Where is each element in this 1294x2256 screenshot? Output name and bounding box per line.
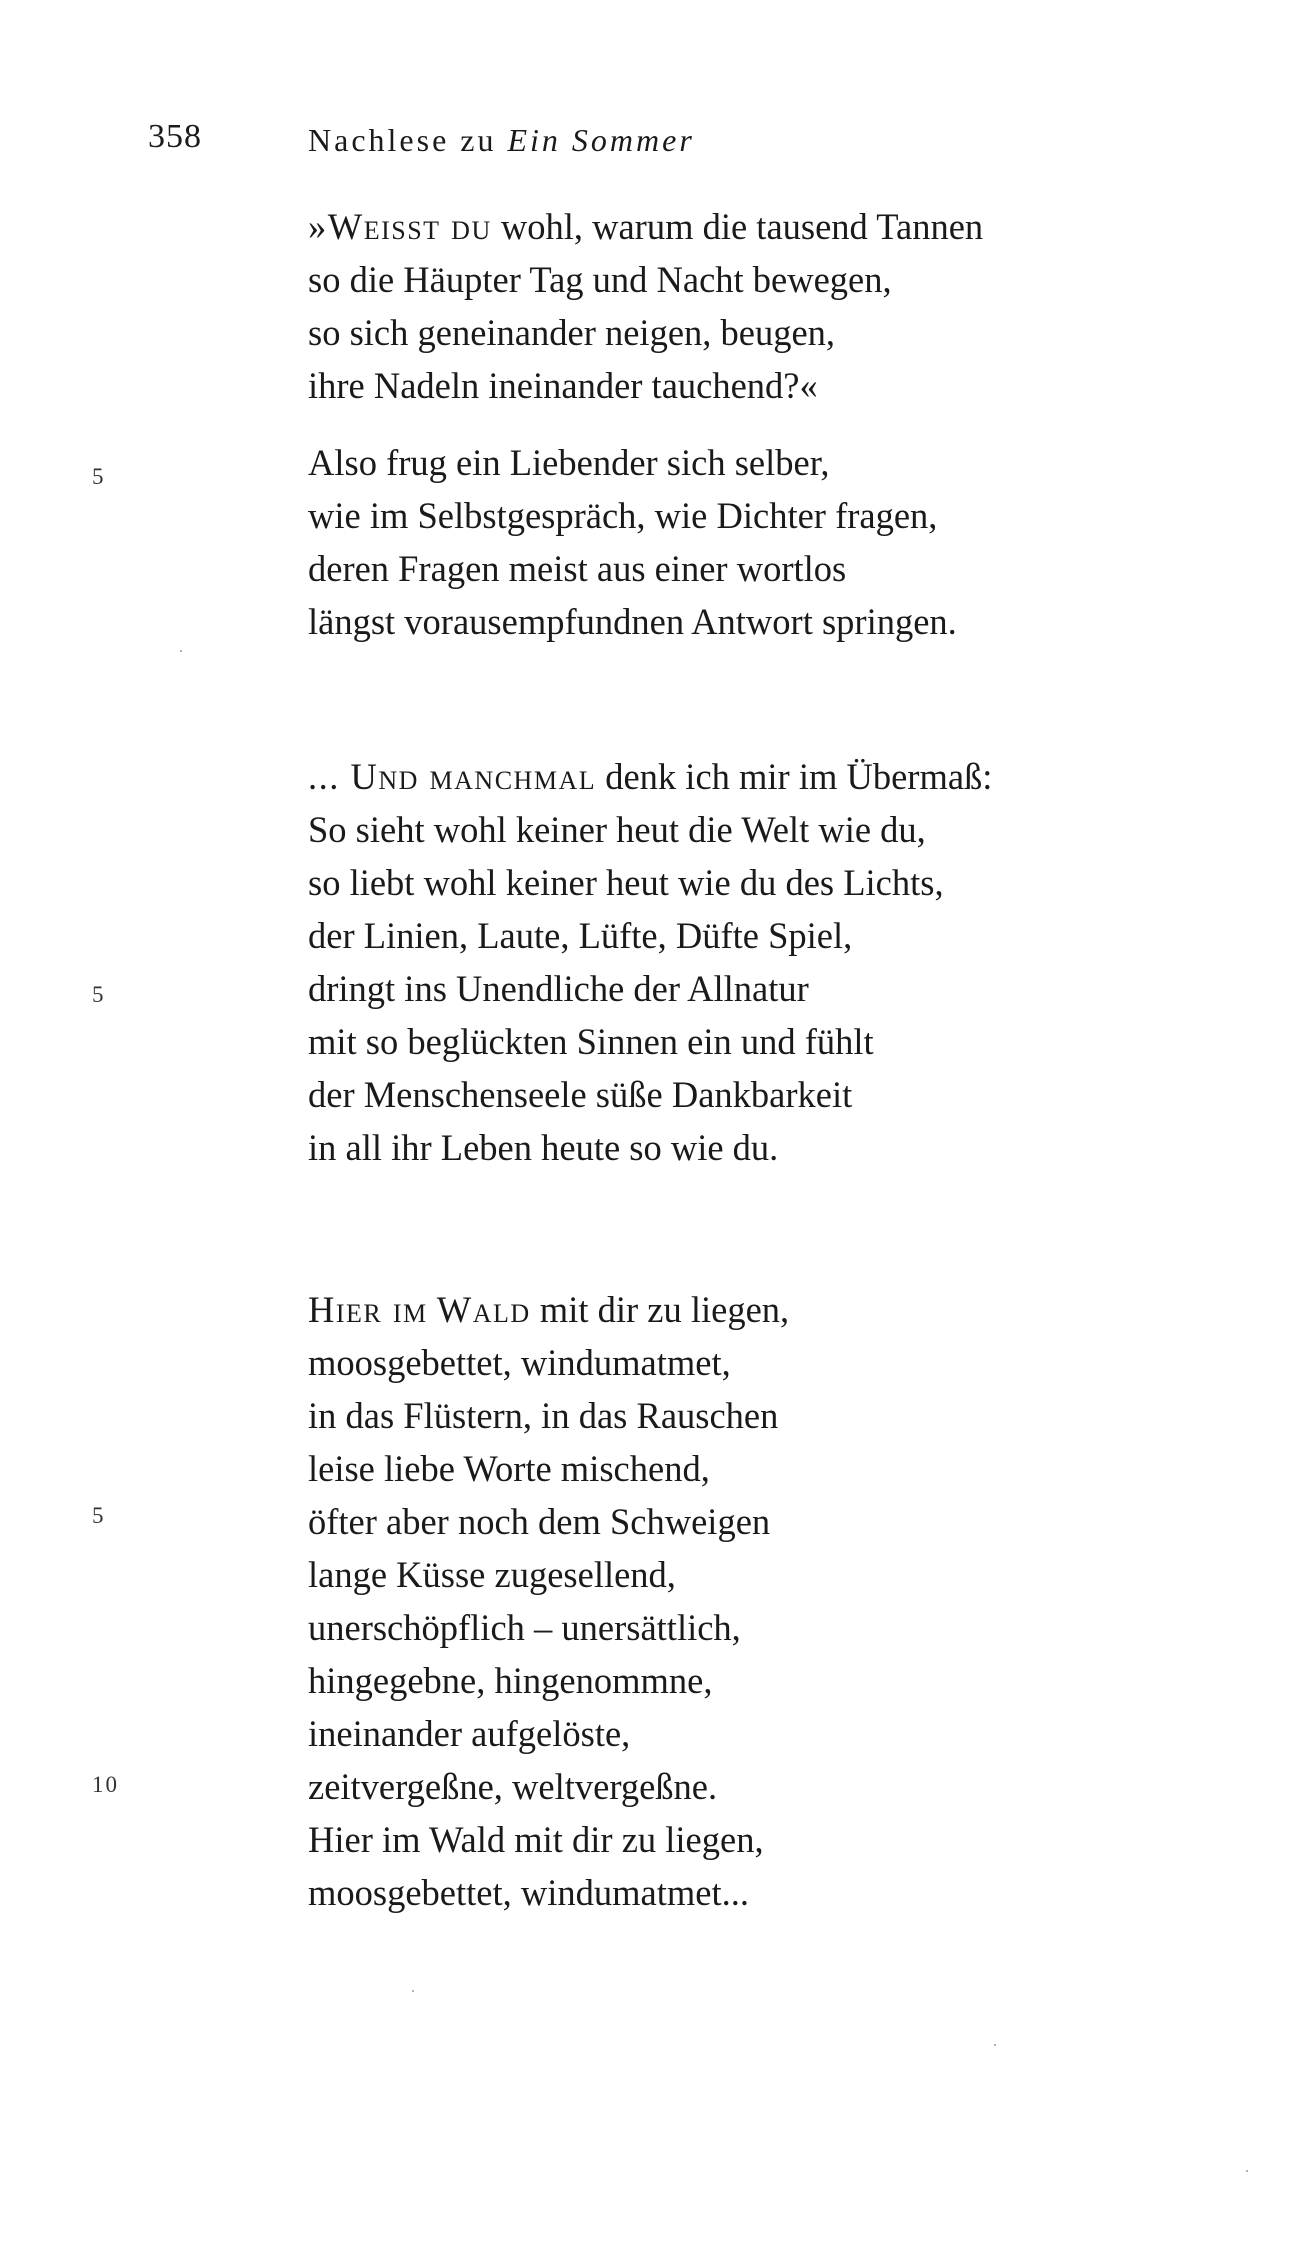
verse-line: zeitvergeßne, weltvergeßne. [308,1766,718,1807]
line-number: 5 [92,464,106,489]
poem-1 [308,200,983,648]
verse-line: hingegebne, hingenommne, [308,1660,713,1701]
page-speck [1246,2170,1248,2172]
verse-line: dringt ins Unendliche der Allnatur [308,968,809,1009]
page-speck [994,2044,996,2046]
line-number: 10 [92,1772,119,1797]
verse-line: moosgebettet, windumatmet, [308,1342,731,1383]
poem-opening-small-caps: Hier im [308,1289,428,1330]
poem-opening-small-caps: »Weisst du [308,206,492,247]
poem-opening-small-caps: ... Und manchmal [308,756,597,797]
stanza-break [308,412,983,436]
verse-line: der Linien, Laute, Lüfte, Düfte Spiel, [308,915,853,956]
verse-line: längst vorausempfundnen Antwort springen. [308,601,957,642]
verse-line: so sich geneinander neigen, beugen, [308,312,836,353]
verse-line: leise liebe Worte mischend, [308,1448,710,1489]
verse-line: so liebt wohl keiner heut wie du des Lichts, [308,862,944,903]
line-number: 5 [92,1503,106,1528]
running-head-prefix: Nachlese zu [308,122,497,158]
verse-line: in all ihr Leben heute so wie du. [308,1127,779,1168]
line-number: 5 [92,982,106,1007]
running-head [308,122,695,159]
page-speck [180,650,182,652]
verse-line: in das Flüstern, in das Rauschen [308,1395,779,1436]
verse-line: so die Häupter Tag und Nacht bewegen, [308,259,892,300]
page-number: 358 [148,118,202,155]
poem-3 [308,1283,789,1919]
verse-line: wie im Selbstgespräch, wie Dichter fragen, [308,495,938,536]
verse-line: lange Küsse zugesellend, [308,1554,676,1595]
running-head-title: Ein Sommer [507,122,695,158]
poem-opening-small-caps: Wald [436,1289,531,1330]
verse-line: mit so beglückten Sinnen ein und fühlt [308,1021,874,1062]
verse-line: So sieht wohl keiner heut die Welt wie du, [308,809,926,850]
verse-line: »Weisst du wohl, warum die tausend Tannen [308,206,984,247]
verse-line: deren Fragen meist aus einer wortlos [308,548,847,589]
verse-line: ... Und manchmal denk ich mir im Übermaß: [308,756,993,797]
verse-line: ineinander aufgelöste, [308,1713,631,1754]
verse-line: Hier im Wald mit dir zu liegen, [308,1289,790,1330]
verse-line: moosgebettet, windumatmet... [308,1872,749,1913]
verse-line: ihre Nadeln ineinander tauchend?« [308,365,818,406]
verse-line: öfter aber noch dem Schweigen [308,1501,771,1542]
page-speck [412,1990,414,1992]
verse-line: Hier im Wald mit dir zu liegen, [308,1819,764,1860]
verse-line: Also frug ein Liebender sich selber, [308,442,830,483]
verse-line: der Menschenseele süße Dankbarkeit [308,1074,853,1115]
poem-2 [308,750,992,1174]
verse-line: unerschöpflich – unersättlich, [308,1607,741,1648]
